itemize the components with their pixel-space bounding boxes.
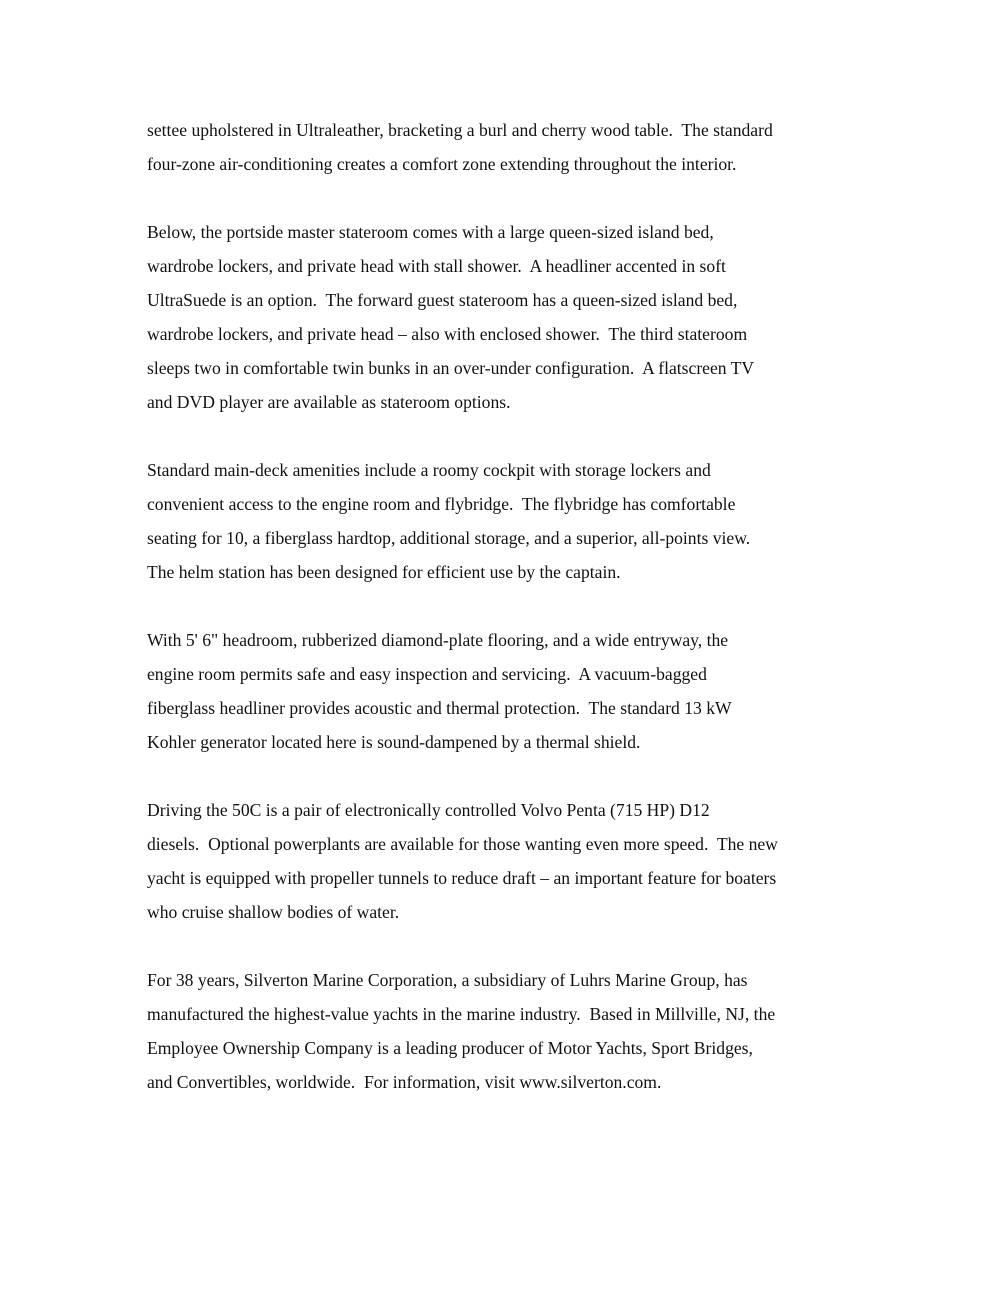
text-line: With 5' 6" headroom, rubberized diamond-plate flooring, and a wide entryway, the xyxy=(147,630,729,650)
text-line: UltraSuede is an option. The forward guest stateroom has a queen-sized island bed, xyxy=(147,290,738,310)
text-line: The helm station has been designed for efficient use by the captain. xyxy=(147,562,621,582)
paragraph-staterooms xyxy=(147,215,867,419)
text-line: wardrobe lockers, and private head with stall shower. A headliner accented in soft xyxy=(147,256,726,276)
text-line: Below, the portside master stateroom comes with a large queen-sized island bed, xyxy=(147,222,714,242)
paragraph-engine-room xyxy=(147,623,867,759)
text-line: For 38 years, Silverton Marine Corporation, a subsidiary of Luhrs Marine Group, has xyxy=(147,970,748,990)
text-line: Kohler generator located here is sound-dampened by a thermal shield. xyxy=(147,732,641,752)
text-line: wardrobe lockers, and private head – also with enclosed shower. The third stateroom xyxy=(147,324,748,344)
text-line: Driving the 50C is a pair of electronically controlled Volvo Penta (715 HP) D12 xyxy=(147,800,710,820)
text-line: yacht is equipped with propeller tunnels to reduce draft – an important feature for boaters xyxy=(147,868,777,888)
text-line: diesels. Optional powerplants are available for those wanting even more speed. The new xyxy=(147,834,778,854)
paragraph-company xyxy=(147,963,867,1099)
paragraph-salon xyxy=(147,113,867,181)
text-line: engine room permits safe and easy inspection and servicing. A vacuum-bagged xyxy=(147,664,707,684)
text-line: seating for 10, a fiberglass hardtop, additional storage, and a superior, all-points view. xyxy=(147,528,751,548)
text-line: fiberglass headliner provides acoustic and thermal protection. The standard 13 kW xyxy=(147,698,732,718)
paragraph-main-deck xyxy=(147,453,867,589)
text-line: settee upholstered in Ultraleather, bracketing a burl and cherry wood table. The standard xyxy=(147,120,773,140)
paragraph-propulsion xyxy=(147,793,867,929)
text-line: convenient access to the engine room and flybridge. The flybridge has comfortable xyxy=(147,494,736,514)
text-line: and Convertibles, worldwide. For information, visit www.silverton.com. xyxy=(147,1072,662,1092)
text-line: four-zone air-conditioning creates a comfort zone extending throughout the interior. xyxy=(147,154,737,174)
text-line: Employee Ownership Company is a leading producer of Motor Yachts, Sport Bridges, xyxy=(147,1038,753,1058)
text-line: Standard main-deck amenities include a roomy cockpit with storage lockers and xyxy=(147,460,711,480)
document-body xyxy=(147,113,867,1133)
text-line: sleeps two in comfortable twin bunks in an over-under configuration. A flatscreen TV xyxy=(147,358,755,378)
text-line: who cruise shallow bodies of water. xyxy=(147,902,400,922)
text-line: manufactured the highest-value yachts in the marine industry. Based in Millville, NJ, the xyxy=(147,1004,776,1024)
text-line: and DVD player are available as stateroom options. xyxy=(147,392,511,412)
